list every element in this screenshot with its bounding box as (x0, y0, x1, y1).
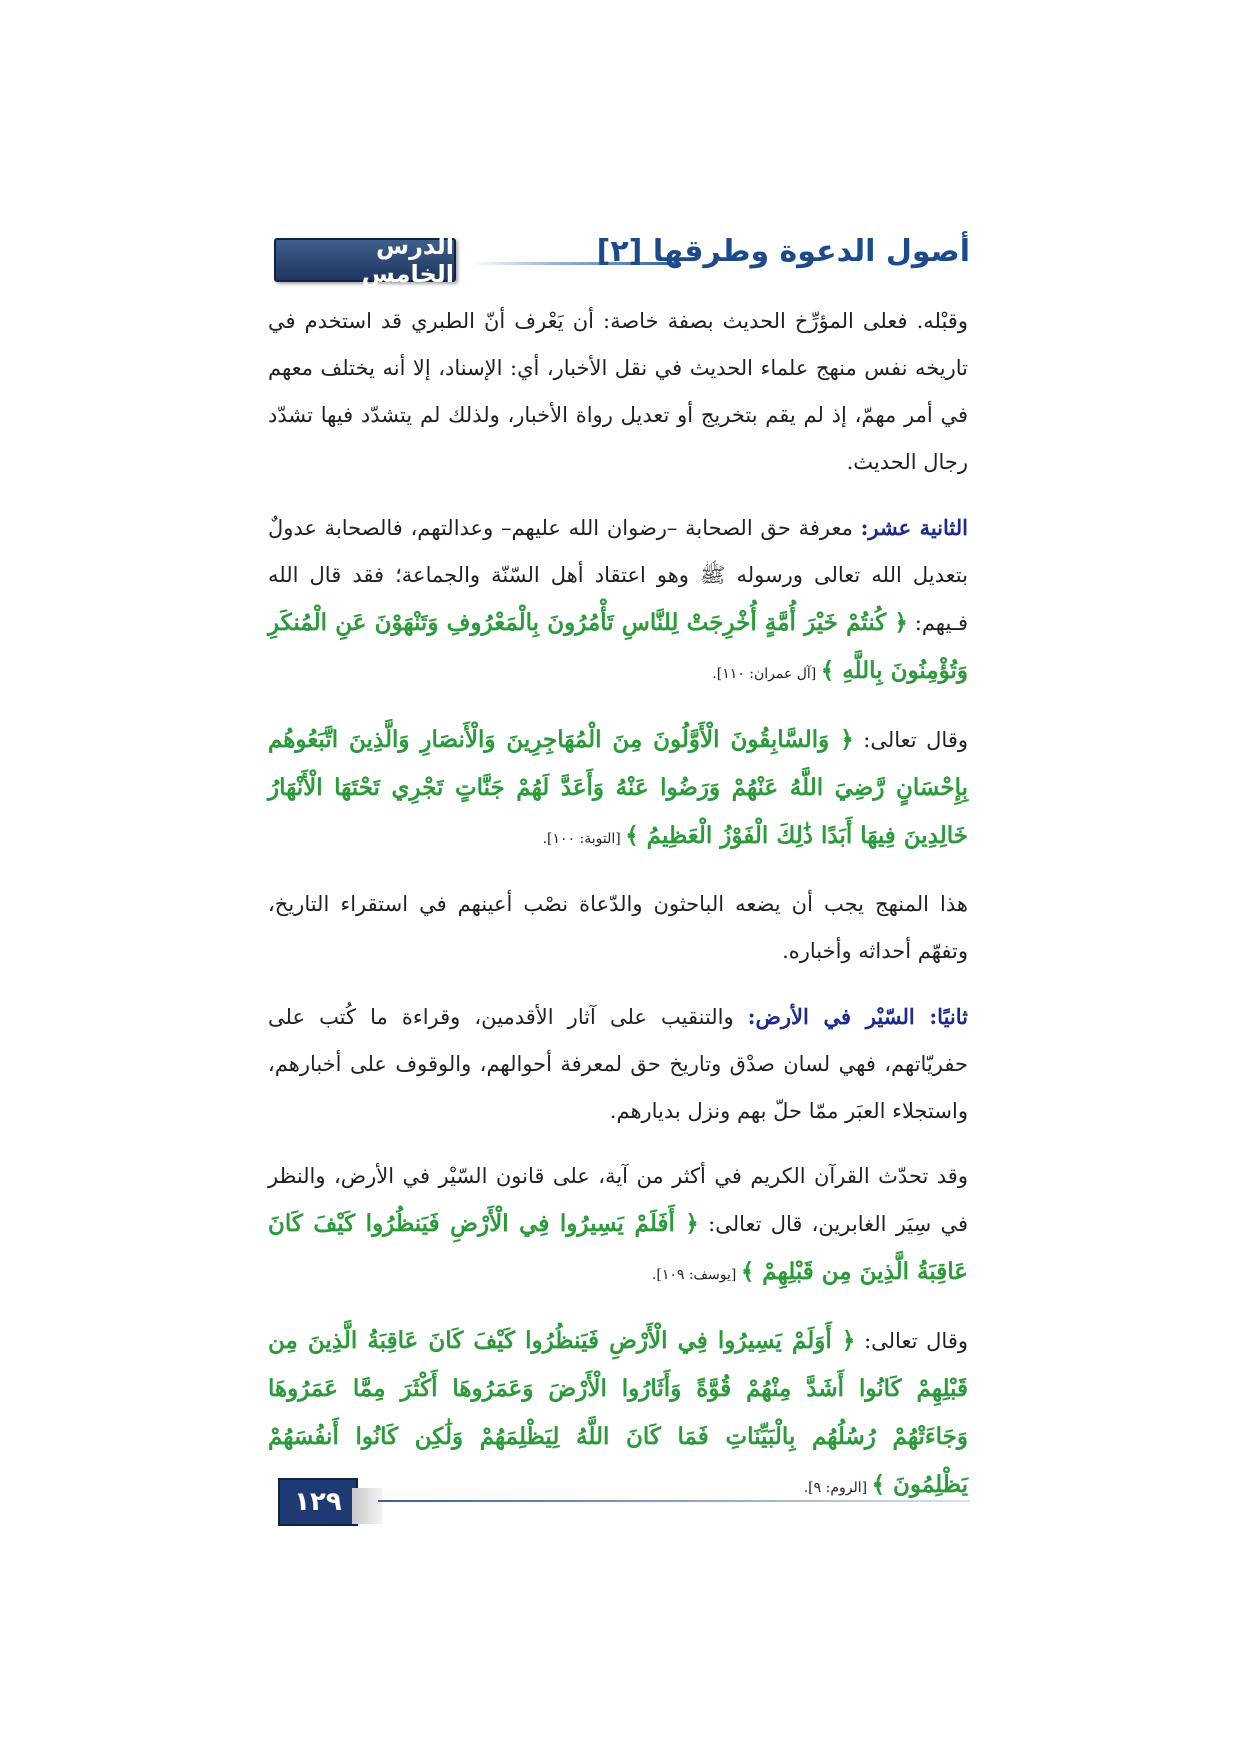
page-number: ١٢٩ (294, 1487, 342, 1517)
quran-verse: ﴿ أَفَلَمْ يَسِيرُوا فِي الْأَرْضِ فَيَنظُرُوا كَيْفَ كَانَ عَاقِبَةُ الَّذِينَ مِن قَبْلِهِمْ ﴾ (268, 1210, 968, 1285)
page-footer (278, 1478, 970, 1528)
paragraph-text: وقال تعالى: (853, 728, 968, 752)
section-label: ثانيًا: السّيْر في الأرض: (747, 1004, 968, 1029)
lesson-label: الدرس الخامس (361, 232, 454, 288)
paragraph-text: والتنقيب على آثار الأقدمين، وقراءة ما كُتب على حفريّاتهم، فهي لسان صدْق وتاريخ حق لمعرفة أحوالهم، والوقوف على أخبارهم، واستجلاء العبَر ممّا حلّ بهم ونزل بديارهم. (268, 1005, 968, 1123)
paragraph-5 (268, 993, 968, 1135)
paragraph-text: وقد تحدّث القرآن الكريم في أكثر من آية، على قانون السّيْر في الأرض، والنظر في سِيَر الغابرين، قال تعالى: (268, 1164, 968, 1236)
paragraph-text: معرفة حق الصحابة –رضوان الله عليهم– وعدالتهم، فالصحابة عدولٌ بتعديل الله تعالى ورسوله ﷺ وهو اعتقاد أهل السّنّة والجماعة؛ فقد قال الله فـيهم: (268, 516, 969, 635)
page-number-shadow (352, 1488, 382, 1524)
quran-verse: ﴿ وَالسَّابِقُونَ الْأَوَّلُونَ مِنَ الْمُهَاجِرِينَ وَالْأَنصَارِ وَالَّذِينَ اتَّبَعُوهُم بِإِحْسَانٍ رَّضِيَ اللَّهُ عَنْهُمْ وَرَضُوا عَنْهُ وَأَعَدَّ لَهُمْ جَنَّاتٍ تَجْرِي تَحْتَهَا الْأَنْهَارُ خَالِدِينَ فِيهَا أَبَدًا ذَٰلِكَ الْفَوْزُ الْعَظِيمُ ﴾ (268, 726, 968, 849)
verse-reference: [التوبة: ١٠٠]. (542, 831, 626, 847)
page-body (268, 298, 968, 1530)
quran-verse: ﴿ أَوَلَمْ يَسِيرُوا فِي الْأَرْضِ فَيَنظُرُوا كَيْفَ كَانَ عَاقِبَةُ الَّذِينَ مِن قَبْلِهِمْ كَانُوا أَشَدَّ مِنْهُمْ قُوَّةً وَأَثَارُوا الْأَرْضَ وَعَمَرُوهَا أَكْثَرَ مِمَّا عَمَرُوهَا وَجَاءَتْهُمْ رُسُلُهُم بِالْبَيِّنَاتِ فَمَا كَانَ اللَّهُ لِيَظْلِمَهُمْ وَلَٰكِن كَانُوا أَنفُسَهُمْ يَظْلِمُونَ ﴾ (268, 1327, 968, 1498)
verse-reference: [الروم: ٩]. (803, 1480, 872, 1496)
footer-divider (378, 1500, 970, 1502)
section-label: الثانية عشر: (860, 515, 968, 540)
book-title: أصول الدعوة وطرقها [٢] (596, 234, 970, 269)
paragraph-text: وقال تعالى: (855, 1329, 968, 1353)
verse-reference: [يوسف: ١٠٩]. (651, 1267, 741, 1283)
paragraph-6 (268, 1153, 968, 1299)
paragraph-2 (268, 504, 968, 698)
paragraph-text: هذا المنهج يجب أن يضعه الباحثون والدّعاة نصْب أعينهم في استقراء التاريخ، وتفهّم أحداثه وأخباره. (268, 892, 968, 963)
page-number-box (278, 1478, 358, 1526)
page-header (270, 232, 970, 288)
lesson-label-box (274, 232, 456, 288)
paragraph-4 (268, 881, 968, 975)
paragraph-text: وقبْله. فعلى المؤرِّخ الحديث بصفة خاصة: أن يَعْرف أنّ الطبري قد استخدم في تاريخه نفس منهج علماء الحديث في نقل الأخبار، أي: الإسناد، إلا أنه يختلف معهم في أمر مهمّ، إذ لم يقم بتخريج أو تعديل رواة الأخبار، ولذلك لم يتشدّد فيها تشدّد رجال الحديث. (268, 309, 968, 474)
paragraph-3 (268, 716, 968, 863)
paragraph-1 (268, 298, 968, 486)
verse-reference: [آل عمران: ١١٠]. (712, 666, 821, 682)
quran-verse: ﴿ كُنتُمْ خَيْرَ أُمَّةٍ أُخْرِجَتْ لِلنَّاسِ تَأْمُرُونَ بِالْمَعْرُوفِ وَتَنْهَوْنَ عَنِ الْمُنكَرِ وَتُؤْمِنُونَ بِاللَّهِ ﴾ (268, 609, 968, 684)
